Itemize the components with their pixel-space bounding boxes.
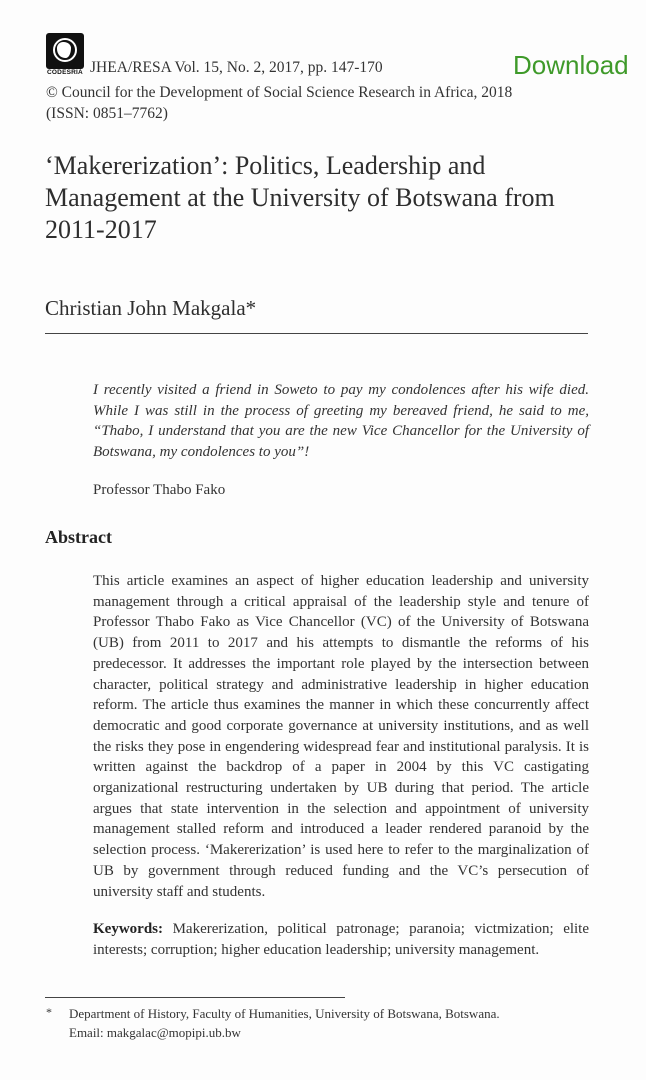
author-name: Christian John Makgala* <box>45 296 257 320</box>
epigraph-attribution: Professor Thabo Fako <box>93 482 226 498</box>
copyright-line: © Council for the Development of Social Science Research in Africa, 2018 <box>46 84 513 101</box>
article-title: ‘Makererization’: Politics, Leadership and Management at the University of Botswana from 2011-2017 <box>45 151 555 244</box>
footnote <box>69 1004 589 1042</box>
issn-line: (ISSN: 0851–7762) <box>46 105 168 122</box>
footnote-divider <box>45 997 345 998</box>
journal-citation: JHEA/RESA Vol. 15, No. 2, 2017, pp. 147-170 <box>90 59 383 76</box>
footnote-affiliation: Department of History, Faculty of Humanities, University of Botswana, Botswana. <box>69 1006 500 1021</box>
download-link[interactable]: Download <box>513 50 629 80</box>
footnote-marker: * <box>46 1005 52 1019</box>
keywords-list: Makererization, political patronage; paranoia; victmization; elite interests; corruption; higher education leadership; university management. <box>93 921 590 958</box>
keywords-label: Keywords: <box>93 921 163 937</box>
epigraph-quote: I recently visited a friend in Soweto to pay my condolences after his wife died. While I was still in the process of greeting my bereaved friend, he said to me, “Thabo, I understand that you are the new Vice Chancellor for the University of Botswana, my condolences to you”! <box>93 382 589 460</box>
codesria-logo <box>46 33 84 77</box>
logo-caption: CODESRIA <box>47 69 83 76</box>
abstract-heading: Abstract <box>45 527 112 547</box>
title-divider <box>45 333 588 334</box>
keywords-paragraph <box>93 919 589 960</box>
abstract-body: This article examines an aspect of higher education leadership and university management through a critical appraisal of the leadership style and tenure of Professor Thabo Fako as Vice Chancellor (VC) of the University of Botswana (UB) from 2011 to 2017 and his attempts to dismantle the reforms of his predecessor. It addresses the important role played by the intersection between character, political strategy and administrative leadership in higher education reform. The article thus examines the manner in which these concurrently affect democratic and good corporate governance at university institutions, and as well the risks they pose in engendering widespread fear and institutional paralysis. It is written against the backdrop of a paper in 2004 by this VC castigating organizational restructuring undertaken by UB during that period. The article argues that state intervention in the selection and appointment of university management stalled reform and introduced a leader rendered paranoid by the selection process. ‘Makererization’ is used here to refer to the marginalization of UB by government through reduced funding and the VC’s persecution of university staff and students. <box>93 573 589 900</box>
footnote-email: Email: makgalac@mopipi.ub.bw <box>69 1025 241 1040</box>
globe-icon <box>46 33 84 69</box>
